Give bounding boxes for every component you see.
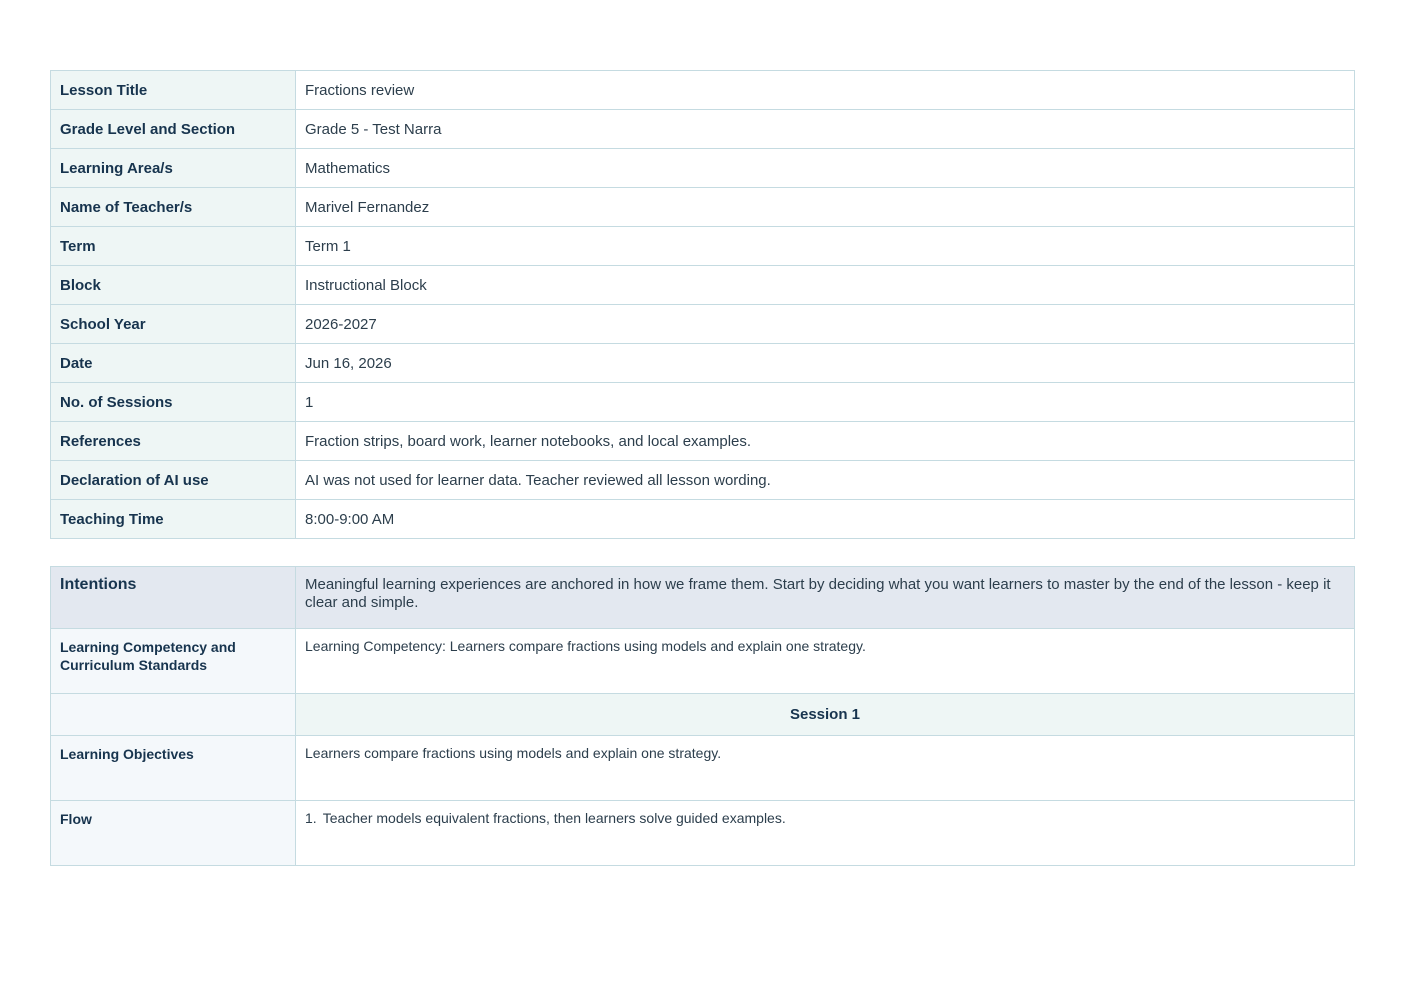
- session-header-row: [51, 694, 1355, 736]
- info-label: Learning Area/s: [51, 149, 296, 188]
- info-value: Jun 16, 2026: [296, 344, 1355, 383]
- info-row-learning-area: [51, 149, 1355, 188]
- info-row-references: [51, 422, 1355, 461]
- info-row-sessions: [51, 383, 1355, 422]
- intentions-text: Meaningful learning experiences are anchored in how we frame them. Start by deciding what you want learners to master by the end of the lesson - keep it clear and simple.: [296, 567, 1355, 629]
- flow-row: [51, 801, 1355, 866]
- lesson-plan-table: [50, 566, 1355, 866]
- info-row-term: [51, 227, 1355, 266]
- info-label: Date: [51, 344, 296, 383]
- info-value: Fraction strips, board work, learner notebooks, and local examples.: [296, 422, 1355, 461]
- info-value: 8:00-9:00 AM: [296, 500, 1355, 539]
- competency-label: Learning Competency and Curriculum Standards: [51, 629, 296, 694]
- info-value: Mathematics: [296, 149, 1355, 188]
- info-row-lesson-title: [51, 71, 1355, 110]
- info-label: Lesson Title: [51, 71, 296, 110]
- info-row-school-year: [51, 305, 1355, 344]
- info-value: 1: [296, 383, 1355, 422]
- session-empty-cell: [51, 694, 296, 736]
- info-row-ai-declaration: [51, 461, 1355, 500]
- flow-list: [296, 801, 1355, 866]
- flow-label: Flow: [51, 801, 296, 866]
- objectives-text: Learners compare fractions using models and explain one strategy.: [296, 736, 1355, 801]
- competency-row: [51, 629, 1355, 694]
- info-row-date: [51, 344, 1355, 383]
- info-label: Grade Level and Section: [51, 110, 296, 149]
- info-value: Marivel Fernandez: [296, 188, 1355, 227]
- info-label: Name of Teacher/s: [51, 188, 296, 227]
- intentions-row: [51, 567, 1355, 629]
- info-value: 2026-2027: [296, 305, 1355, 344]
- objectives-row: [51, 736, 1355, 801]
- info-value: Fractions review: [296, 71, 1355, 110]
- info-label: Declaration of AI use: [51, 461, 296, 500]
- info-value: Instructional Block: [296, 266, 1355, 305]
- info-row-teaching-time: [51, 500, 1355, 539]
- info-value: Term 1: [296, 227, 1355, 266]
- info-label: No. of Sessions: [51, 383, 296, 422]
- info-label: School Year: [51, 305, 296, 344]
- info-value: Grade 5 - Test Narra: [296, 110, 1355, 149]
- session-heading: Session 1: [296, 694, 1355, 736]
- info-row-teacher: [51, 188, 1355, 227]
- competency-text: Learning Competency: Learners compare fractions using models and explain one strategy.: [296, 629, 1355, 694]
- flow-item: [305, 810, 1345, 826]
- info-row-grade-level: [51, 110, 1355, 149]
- info-row-block: [51, 266, 1355, 305]
- flow-item-number: 1.: [305, 810, 317, 826]
- info-value: AI was not used for learner data. Teacher reviewed all lesson wording.: [296, 461, 1355, 500]
- info-label: References: [51, 422, 296, 461]
- intentions-label: Intentions: [51, 567, 296, 629]
- info-label: Block: [51, 266, 296, 305]
- objectives-label: Learning Objectives: [51, 736, 296, 801]
- flow-item-text: Teacher models equivalent fractions, then learners solve guided examples.: [322, 810, 786, 826]
- lesson-info-table: [50, 70, 1355, 539]
- info-label: Teaching Time: [51, 500, 296, 539]
- info-label: Term: [51, 227, 296, 266]
